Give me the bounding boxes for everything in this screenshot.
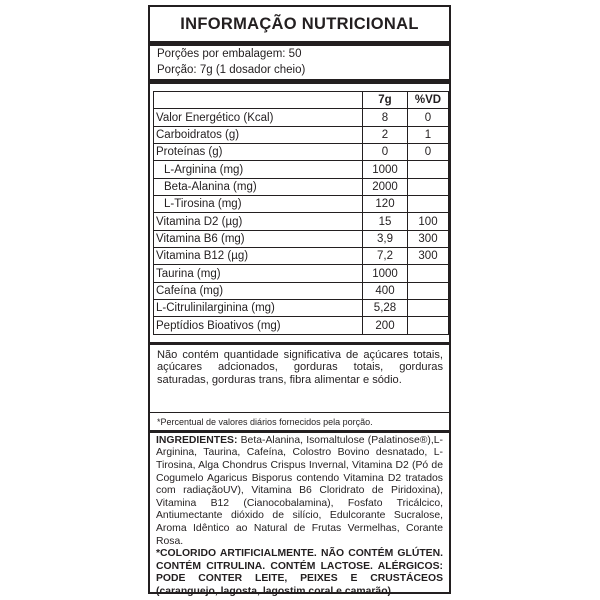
nutrient-amount: 2000 [363,178,408,195]
servings-per-package: Porções por embalagem: 50 [157,48,302,60]
label-title: INFORMAÇÃO NUTRICIONAL [180,15,419,33]
nutrient-vd: 1 [408,126,449,143]
nutrient-amount: 1000 [363,161,408,178]
nutrition-label [148,5,451,597]
table-row [154,282,449,299]
nutrient-name: Cafeína (mg) [154,282,363,299]
nutrient-name: Taurina (mg) [154,265,363,282]
table-header-row [154,92,449,109]
table-row [154,178,449,195]
table-row [154,317,449,334]
nutrient-name: Beta-Alanina (mg) [154,178,363,195]
nutrient-vd: 0 [408,144,449,161]
nutrient-vd: 300 [408,248,449,265]
column-header-amount: 7g [363,92,408,109]
nutrient-name: Carboidratos (g) [154,126,363,143]
allergen-warning: *COLORIDO ARTIFICIALMENTE. NÃO CONTÉM GLÚTEN. CONTÉM CITRULINA. CONTÉM LACTOSE. ALÉRGICOS: PODE CONTER LEITE, PEIXES E CRUSTÁCEOS (caranguejo, lagosta, lagostim coral e camarão) [156,548,443,597]
ingredients-label: INGREDIENTES: [156,434,238,446]
table-row [154,144,449,161]
table-row [154,161,449,178]
nutrient-amount: 120 [363,196,408,213]
table-row [154,300,449,317]
nutrient-name: L-Citrulinilarginina (mg) [154,300,363,317]
nutrient-amount: 3,9 [363,230,408,247]
daily-value-footnote: *Percentual de valores diários fornecidos pela porção. [157,416,373,427]
table-row [154,196,449,213]
nutrient-vd [408,161,449,178]
nutrient-name: Vitamina B6 (mg) [154,230,363,247]
nutrient-amount: 7,2 [363,248,408,265]
nutrient-amount: 400 [363,282,408,299]
portion-size: Porção: 7g (1 dosador cheio) [157,63,306,76]
table-row [154,248,449,265]
table-row [154,230,449,247]
nutrient-vd [408,178,449,195]
nutrient-name: L-Tirosina (mg) [154,196,363,213]
nutrient-name: Valor Energético (Kcal) [154,109,363,126]
nutrient-vd [408,317,449,334]
nutrition-table [153,91,449,335]
nutrient-vd [408,300,449,317]
nutrient-amount: 200 [363,317,408,334]
nutrient-vd: 0 [408,109,449,126]
column-header-nutrient [154,92,363,109]
serving-info [150,46,449,79]
nutrient-name: Vitamina D2 (µg) [154,213,363,230]
nutrient-vd: 100 [408,213,449,230]
nutrient-amount: 2 [363,126,408,143]
nutrient-name: L-Arginina (mg) [154,161,363,178]
ingredients-list [150,433,449,548]
nutrient-name: Peptídios Bioativos (mg) [154,317,363,334]
ingredients-text: Beta-Alanina, Isomaltulose (Palatinose®),L-Arginina, Taurina, Cafeína, Colostro Bovino desnatado, L-Tirosina, Alga Chondrus Crispus Invernal, Vitamina D2 (Pó de Cogumelo Agaricus Bisporus contendo Vitamina D2 tratados com radiaçãoUV), Vitamina B6 Cloridrato de Piridoxina), Vitamina B12 (Cianocobalamina), Fosfato Tricálcico, Antiumectante dióxido de silício, Edulcorante Sucralose, Aroma Idêntico ao Natural de Frutas Vermelhas, Corante Rosa. [156,434,443,547]
nutrient-amount: 8 [363,109,408,126]
nutrient-name: Proteínas (g) [154,144,363,161]
table-row [154,109,449,126]
table-row [154,213,449,230]
table-row [154,126,449,143]
nutrient-name: Vitamina B12 (µg) [154,248,363,265]
nutrient-amount: 15 [363,213,408,230]
table-row [154,265,449,282]
nutrient-amount: 0 [363,144,408,161]
nutrient-vd [408,196,449,213]
nutrient-vd [408,265,449,282]
column-header-vd: %VD [408,92,449,109]
nutrient-amount: 5,28 [363,300,408,317]
nutrient-vd [408,282,449,299]
nutrient-vd: 300 [408,230,449,247]
nutrient-amount: 1000 [363,265,408,282]
no-significant-note: Não contém quantidade significativa de açúcares totais, açúcares adcionados, gorduras totais, gorduras saturadas, gorduras trans, fibra alimentar e sódio. [157,348,443,386]
